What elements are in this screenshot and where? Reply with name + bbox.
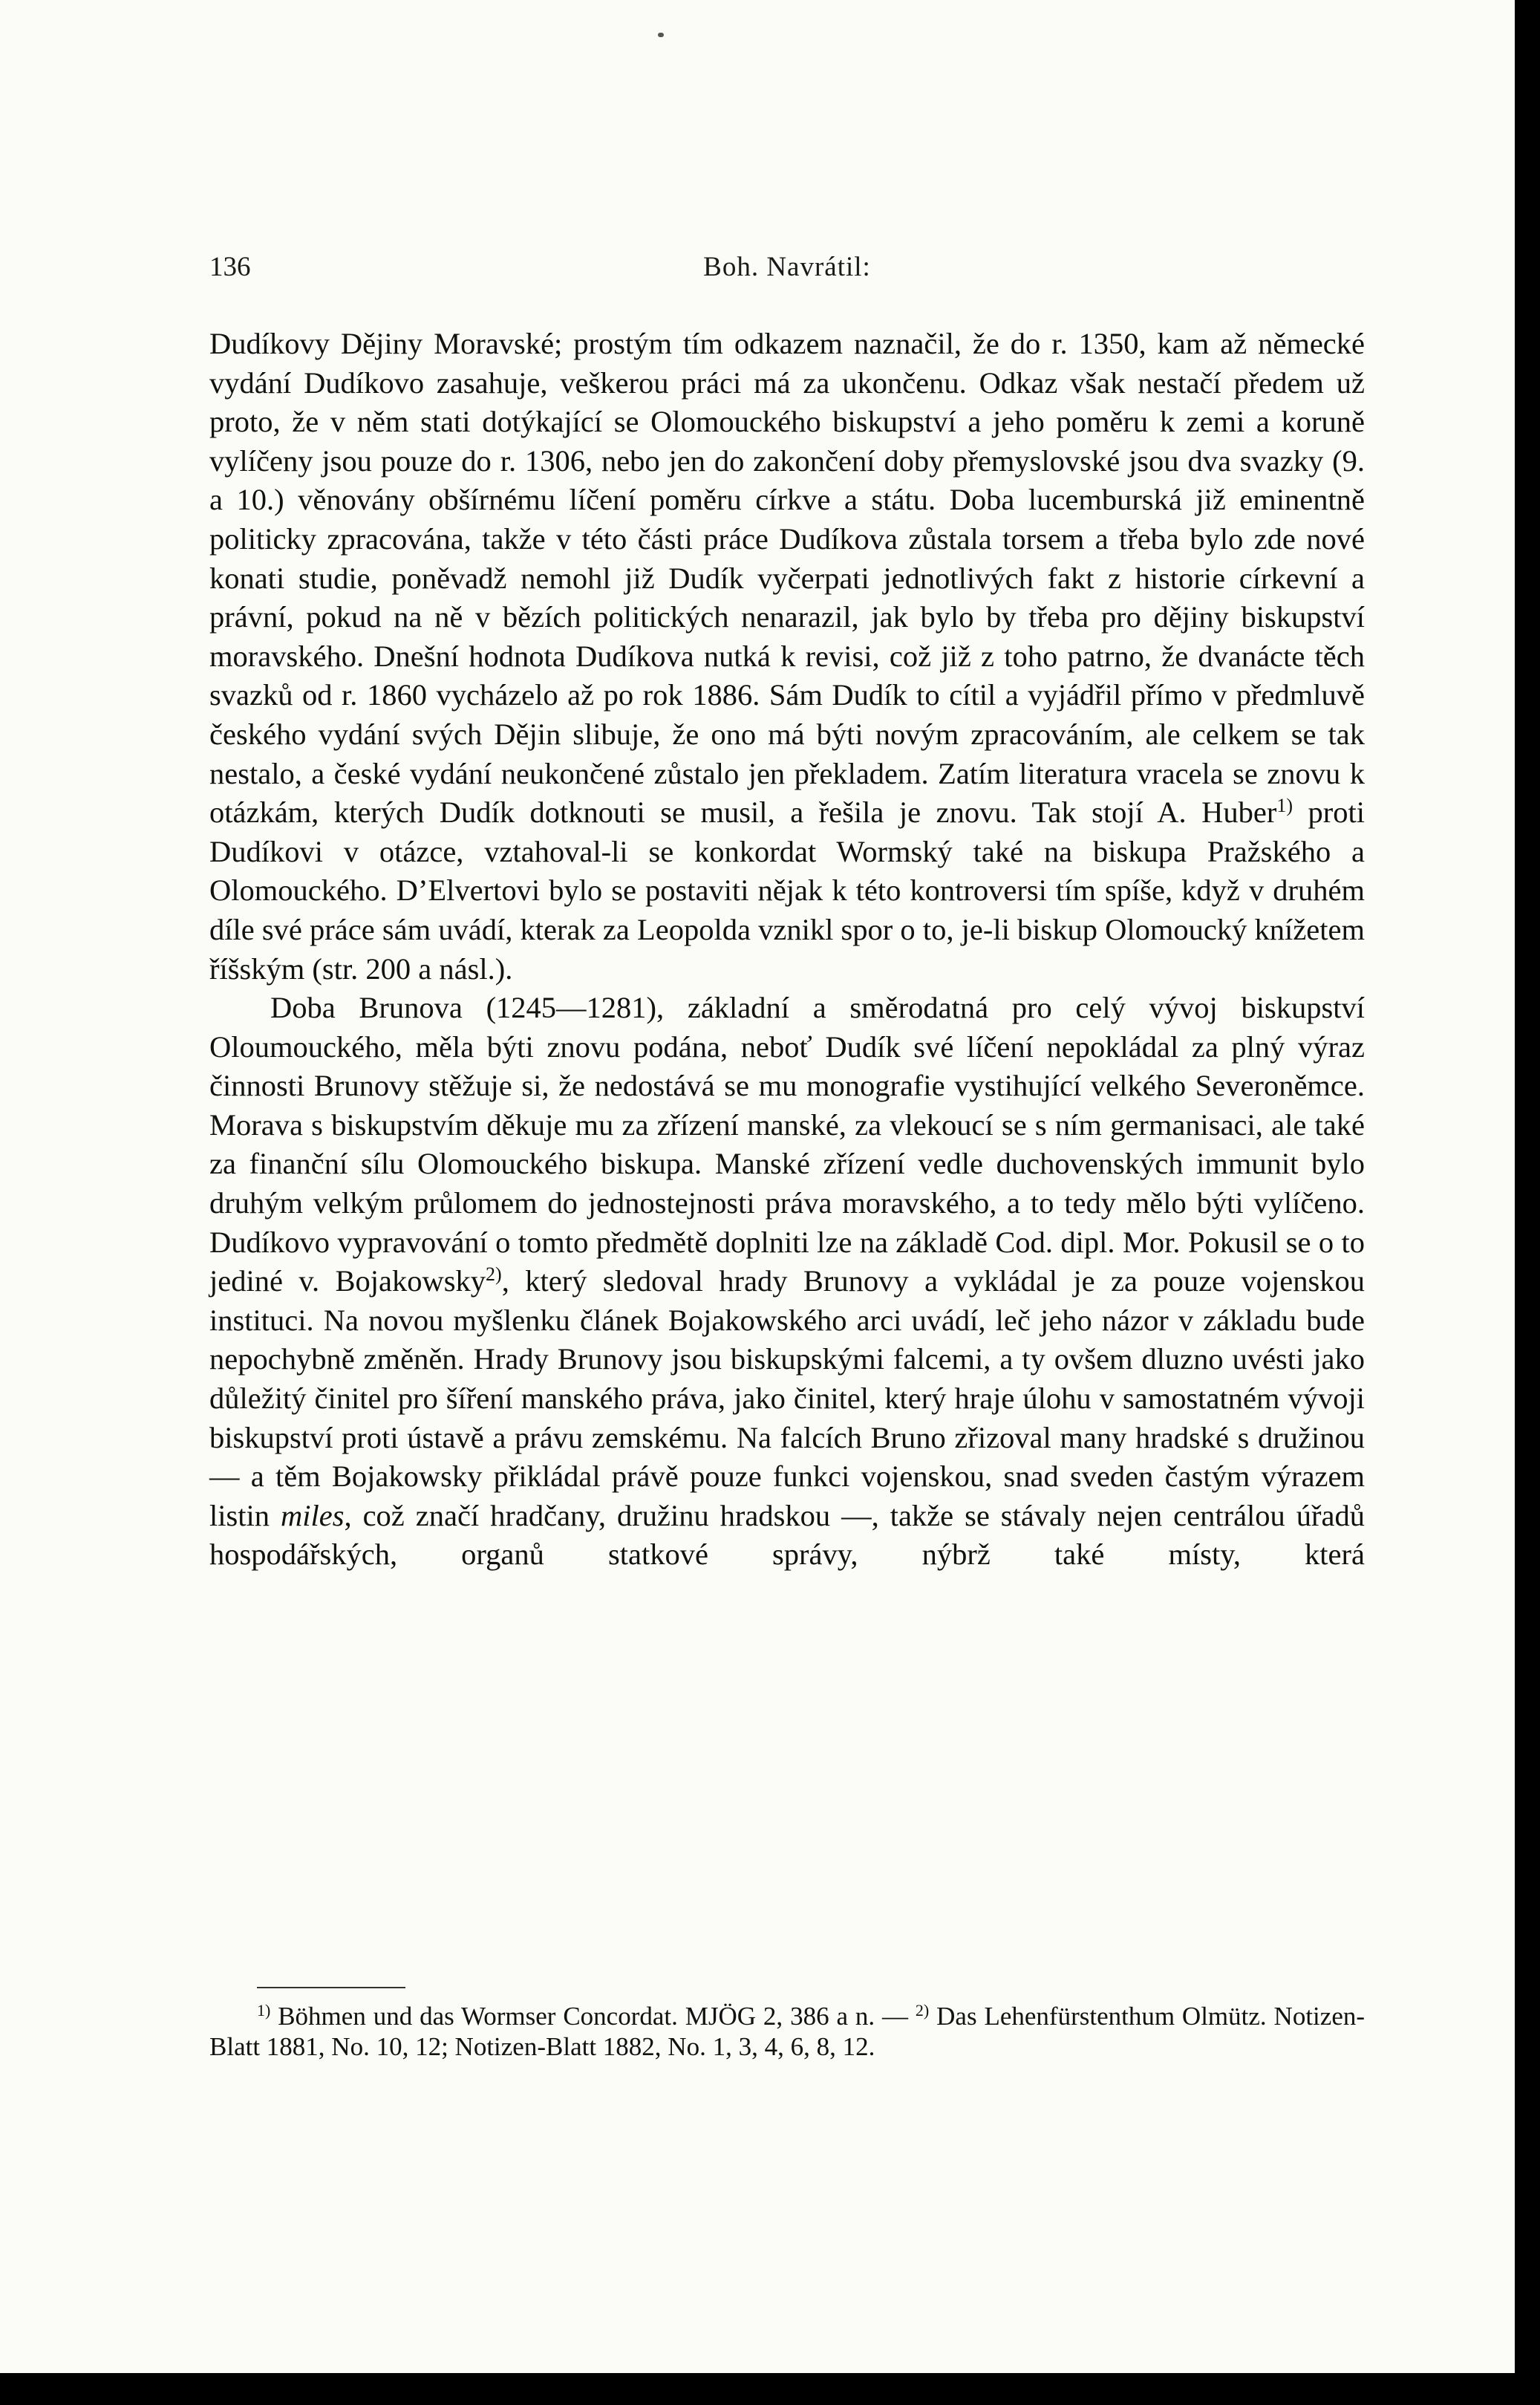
footnotes [209, 2001, 1365, 2062]
scan-speck [658, 33, 664, 37]
footnote-mark-1: 1) [257, 2001, 271, 2020]
footnote-ref-2: 2) [486, 1263, 502, 1286]
body-text [209, 325, 1365, 1575]
page-header [209, 251, 1365, 288]
paragraph-2-text-a: Doba Brunova (1245—1281), základní a směrodatná pro celý vývoj biskupství Oloumouckého, měla býti znovu podána, neboť Dudík své líčení nepokládal za plný výraz činnosti Brunovy stěžuje si, že nedostává se mu monografie vystihující velkého Severoněmce. Morava s biskupstvím děkuje mu za zřízení manské, za vlekoucí se s ním germanisaci, ale také za finanční sílu Olomouckého biskupa. Manské zřízení vedle duchovenských immunit bylo druhým velkým průlomem do jednostejnosti práva moravského, a to tedy mělo býti vylíčeno. Dudíkovo vypravování o tomto předmětě doplniti lze na základě Cod. dipl. Mor. Pokusil se o to jediné v. Bojakowsky [209, 991, 1365, 1298]
paragraph-1-text-b: proti Dudíkovi v otázce, vztahoval-li se konkordat Wormský také na biskupa Pražského a Olomouckého. D’Elvertovi bylo se postaviti nějak k této kontroversi tím spíše, když v druhém díle své práce sám uvádí, kterak za Leopolda vznikl spor o to, je-li biskup Olomoucký knížetem říšským (str. 200 a násl.). [209, 795, 1365, 986]
paragraph-1 [209, 325, 1365, 989]
paragraph-2-text-b: , který sledoval hrady Brunovy a vykládal je za pouze vojenskou instituci. Na novou myšlenku článek Bojakowského arci uvádí, leč jeho názor v základu bude nepochybně změněn. Hrady Brunovy jsou biskupskými falcemi, a ty ovšem dluzno uvésti jako důležitý činitel pro šíření manského práva, jako činitel, který hraje úlohu v samostatném vývoji biskupství proti ústavě a právu zemskému. Na falcích Bruno zřizoval many hradské s družinou — a těm Bojakowsky přikládal právě pouze funkci vojenskou, snad sveden častým výrazem listin [209, 1264, 1365, 1532]
italic-term-miles: miles [280, 1498, 345, 1532]
running-head: Boh. Navrátil: [703, 252, 871, 282]
paragraph-1-text-a: Dudíkovy Dějiny Moravské; prostým tím odkazem naznačil, že do r. 1350, kam až německé vydání Dudíkovo zasahuje, veškerou práci má za ukončenu. Odkaz však nestačí předem už proto, že v něm stati dotýkající se Olomouckého biskupství a jeho poměru k zemi a koruně vylíčeny jsou pouze do r. 1306, nebo jen do zakončení doby přemyslovské jsou dva svazky (9. a 10.) věnovány obšírnému líčení poměru církve a státu. Doba lucemburská již eminentně politicky zpracována, takže v této části práce Dudíkova zůstala torsem a třeba bylo zde nové konati studie, poněvadž nemohl již Dudík vyčerpati jednotlivých fakt z historie církevní a právní, pokud na ně v bězích politických nenarazil, jak bylo by třeba pro dějiny biskupství moravského. Dnešní hodnota Dudíkova nutká k revisi, což již z toho patrno, že dvanácte těch svazků od r. 1860 vycházelo až po rok 1886. Sám Dudík to cítil a vyjádřil přímo v předmluvě českého vydání svých Dějin slibuje, že ono má býti novým zpracováním, ale celkem se tak nestalo, a české vydání neukončené zůstalo jen překladem. Zatím literatura vracela se znovu k otázkám, kterých Dudík dotknouti se musil, a řešila je znovu. Tak stojí A. Huber [209, 327, 1365, 830]
footnote-1-text: Böhmen und das Wormser Concordat. MJÖG 2, 386 a n. — [270, 2002, 916, 2031]
footnote-ref-1: 1) [1276, 795, 1293, 817]
paragraph-2 [209, 989, 1365, 1575]
footnote-2-text: Das Lehenfürstenthum Olmütz. Notizen-Blatt 1881, No. 10, 12; Notizen-Blatt 1882, No. 1, 3, 4, 6, 8, 12. [209, 2002, 1366, 2061]
footnote-mark-2: 2) [915, 2001, 930, 2020]
footnote-separator [257, 1987, 405, 1988]
page-number: 136 [209, 252, 251, 282]
footnote-block [209, 2001, 1365, 2062]
paragraph-2-text-c: , což značí hradčany, družinu hradskou —, takže se stávaly nejen centrálou úřadů hospodářských, organů statkové správy, nýbrž také místy, která [209, 1498, 1365, 1572]
